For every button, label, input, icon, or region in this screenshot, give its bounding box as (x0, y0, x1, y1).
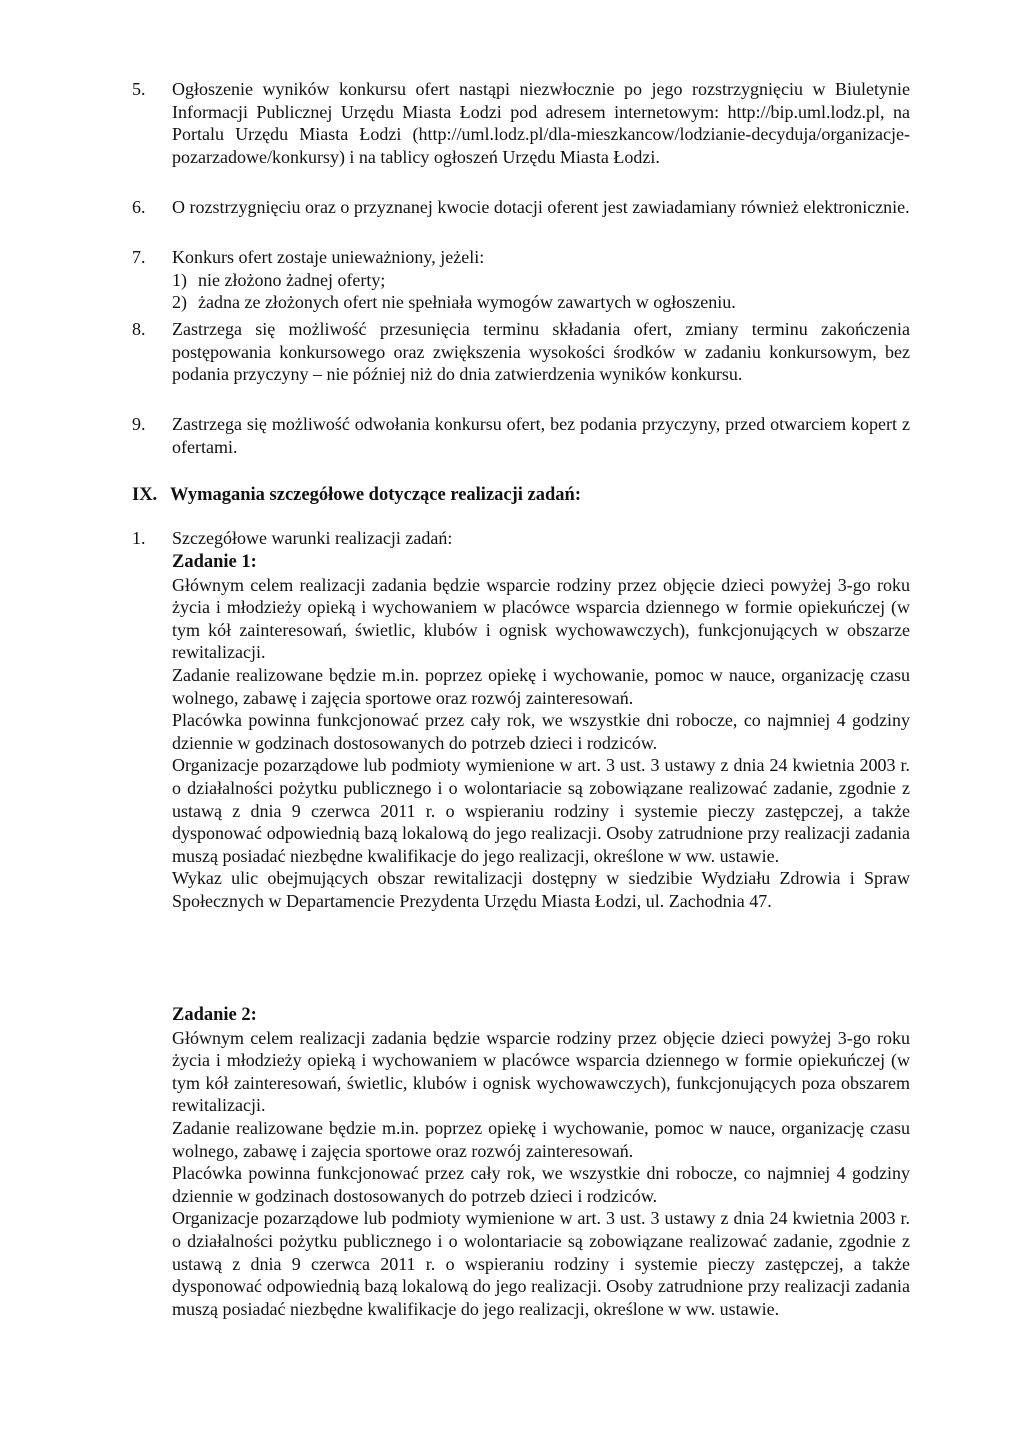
sub-item-number: 2) (172, 292, 187, 313)
section-heading (132, 484, 581, 506)
zadanie-1-paragraph-5: Wykaz ulic obejmujących obszar rewitalizacji dostępny w siedzibie Wydziału Zdrowia i Spraw Społecznych w Departamencie Prezydenta Urzędu Miasta Łodzi, ul. Zachodnia 47. (172, 868, 910, 911)
list-item-7 (132, 246, 910, 314)
sub-item-text: nie złożono żadnej oferty; (198, 269, 386, 290)
zadanie-2-paragraph-2: Zadanie realizowane będzie m.in. poprzez opiekę i wychowanie, pomoc w nauce, organizację czasu wolnego, zabawę i zajęcia sportowe oraz rozwój zainteresowań. (172, 1117, 910, 1161)
lead-item (132, 527, 452, 549)
list-item-text: Konkurs ofert zostaje unieważniony, jeżeli: (172, 247, 485, 267)
lead-item-number: 1. (132, 528, 146, 548)
list-item-text: O rozstrzygnięciu oraz o przyznanej kwocie dotacji oferent jest zawiadamiany również elektronicznie. (172, 197, 910, 217)
list-item-text: Zastrzega się możliwość przesunięcia terminu składania ofert, zmiany terminu zakończenia postępowania konkursowego oraz zwiększenia wysokości środków w zadaniu konkursowym, bez podania przyczyny – nie później niż do dnia zatwierdzenia wyników konkursu. (172, 319, 910, 385)
zadanie-1-paragraph-3: Placówka powinna funkcjonować przez cały rok, we wszystkie dni robocze, co najmniej 4 godziny dziennie w godzinach dostosowanych do potrzeb dzieci i rodziców. (172, 710, 910, 753)
zadanie-1-paragraph-2: Zadanie realizowane będzie m.in. poprzez opiekę i wychowanie, pomoc w nauce, organizację czasu wolnego, zabawę i zajęcia sportowe oraz rozwój zainteresowań. (172, 664, 910, 708)
zadanie-1-paragraph-4: Organizacje pozarządowe lub podmioty wymienione w art. 3 ust. 3 ustawy z dnia 24 kwietnia 2003 r. o działalności pożytku publicznego i o wolontariacie są zobowiązane realizować zadanie, zgodnie z ustawą z dnia 9 czerwca 2011 r. o wspieraniu rodziny i systemie pieczy zastępczej, a także dysponować odpowiednią bazą lokalową do jego realizacji. Osoby zatrudnione przy realizacji zadania muszą posiadać niezbędne kwalifikacje do jego realizacji, określone w ww. ustawie. (172, 755, 910, 866)
zadanie-1-paragraph-1: Głównym celem realizacji zadania będzie wsparcie rodziny przez objęcie dzieci powyżej 3-go roku życia i młodzieży opieką i wychowaniem w placówce wsparcia dziennego w formie opiekuńczej (w tym kół zainteresowań, świetlic, klubów i ognisk wychowawczych), funkcjonujących w obszarze rewitalizacji. (172, 574, 910, 663)
list-item-number: 9. (132, 414, 146, 434)
list-item-number: 6. (132, 197, 146, 217)
section-heading-number: IX. (132, 485, 158, 505)
list-item-number: 5. (132, 79, 146, 99)
sub-item-text: żadna ze złożonych ofert nie spełniała wymogów zawartych w ogłoszeniu. (198, 292, 736, 313)
section-heading-text: Wymagania szczegółowe dotyczące realizacji zadań: (170, 485, 581, 505)
list-item-5 (132, 78, 910, 168)
list-item-8 (132, 318, 910, 386)
zadanie-2-paragraph-3: Placówka powinna funkcjonować przez cały rok, we wszystkie dni robocze, co najmniej 4 godziny dziennie w godzinach dostosowanych do potrzeb dzieci i rodziców. (172, 1163, 910, 1206)
zadanie-1-section (172, 551, 910, 913)
zadanie-2-title: Zadanie 2: (172, 1005, 257, 1025)
list-item-text: Ogłoszenie wyników konkursu ofert nastąpi niezwłocznie po jego rozstrzygnięciu w Biuletynie Informacji Publicznej Urzędu Miasta Łodzi pod adresem internetowym: http://bip.uml.lodz.pl, na Portalu Urzędu Miasta Łodzi (http://uml.lodz.pl/dla-mieszkancow/lodzianie-decyduja/organizacje-pozarzadowe/konkursy) i na tablicy ogłoszeń Urzędu Miasta Łodzi. (172, 79, 910, 167)
sub-item-2 (172, 291, 910, 314)
zadanie-1-title: Zadanie 1: (172, 552, 257, 572)
list-item-number: 7. (132, 247, 146, 267)
sub-item-1 (172, 269, 910, 292)
lead-item-text: Szczegółowe warunki realizacji zadań: (172, 528, 453, 548)
zadanie-2-paragraph-4: Organizacje pozarządowe lub podmioty wymienione w art. 3 ust. 3 ustawy z dnia 24 kwietnia 2003 r. o działalności pożytku publicznego i o wolontariacie są zobowiązane realizować zadanie, zgodnie z ustawą z dnia 9 czerwca 2011 r. o wspieraniu rodziny i systemie pieczy zastępczej, a także dysponować odpowiednią bazą lokalową do jego realizacji. Osoby zatrudnione przy realizacji zadania muszą posiadać niezbędne kwalifikacje do jego realizacji, określone w ww. ustawie. (172, 1208, 910, 1319)
list-item-9 (132, 413, 910, 458)
list-item-6 (132, 196, 910, 219)
zadanie-2-paragraph-1: Głównym celem realizacji zadania będzie wsparcie rodziny przez objęcie dzieci powyżej 3-go roku życia i młodzieży opieką i wychowaniem w placówce wsparcia dziennego w formie opiekuńczej (w tym kół zainteresowań, świetlic, klubów i ognisk wychowawczych), funkcjonujących poza obszarem rewitalizacji. (172, 1027, 910, 1116)
zadanie-2-section (172, 1004, 910, 1320)
sub-item-number: 1) (172, 269, 187, 290)
list-item-number: 8. (132, 319, 146, 339)
list-item-text: Zastrzega się możliwość odwołania konkursu ofert, bez podania przyczyny, przed otwarciem kopert z ofertami. (172, 414, 910, 457)
